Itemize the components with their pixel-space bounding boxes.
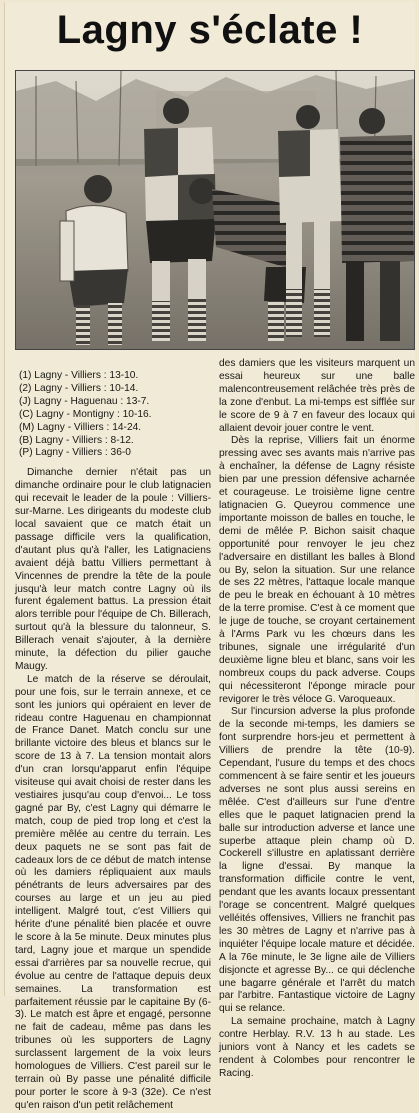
headline: Lagny s'éclate !: [56, 8, 364, 52]
rugby-scrum-photo: [15, 70, 415, 350]
score-line: (P) Lagny - Villiers : 36-0: [19, 447, 131, 459]
article-paragraph: Dimanche dernier n'était pas un dimanche ordinaire pour le club latignacien qui recevait le leader de la poule : Villiers-sur-Marne. Les dirigeants du modeste club local savaient que ce match était un passage difficile vers la qualification, d'autant plus qu'à l'aller, les Latignaciens avaient déjà battu Villiers permettant à Vincennes de prendre la tête de la poule jusqu'à leur match contre Lagny où ils furent également battus. La pression était alors terrible pour l'équipe de Ch. Billerach, surtout qu'à la blessure du talonneur, S. Billerach venait s'ajouter, à la dernière minute, la défection du pilier gauche Maugy.: [15, 467, 211, 672]
score-line: (J) Lagny - Haguenau : 13-7.: [19, 395, 150, 407]
article-paragraph: Dès la reprise, Villiers fait un énorme pressing avec ses avants mais n'arrive pas à enchaîner, la défense de Lagny résiste bien par une pression défensive acharnée et courageuse. Le troisième ligne centre latignacien G. Queyrou commence une importante moisson de balles en touche, le demi de mêlée P. Bichon saisit chaque opportunité pour renvoyer le jeu chez l'adversaire en distillant les balles à Blond ou By, selon la situation. Sur une relance de ses 22 mètres, l'attaque locale manque de peu le break en échouant à 10 mètres de la terre promise. C'est à ce moment que le juge de touche, se croyant certainement à l'Arms Park vu les chœurs dans les tribunes, signale une irrégularité d'un deuxième ligne bleu et blanc, sans voir les nombreux coups du pack adverse. Coups qui nécessiteront l'éponge miracle pour revigorer le très véloce G. Varoqueaux.: [219, 435, 415, 705]
article-paragraph: des damiers que les visiteurs marquent un essai heureux sur une balle malencontreusement relâchée très près de la zone d'enbut. La mi-temps est sifflée sur le score de 9 à 7 en faveur des locaux qui allaient devoir jouer contre le vent.: [219, 358, 415, 434]
newspaper-page: [4, 2, 415, 1111]
article-column-right: [219, 358, 415, 1081]
score-line: (C) Lagny - Montigny : 10-16.: [19, 408, 152, 420]
article-paragraph: Sur l'incursion adverse la plus profonde de la seconde mi-temps, les damiers se font surprendre hors-jeu et permettent à Villiers de prendre la tête (10-9). Cependant, l'usure du temps et des chocs commencent à se faire sentir et les joueurs adverses ne sont plus aussi sereins en mêlée. C'est d'ailleurs sur l'une d'entre elles que le paquet latignacien prend la balle sur introduction adverse et lance une superbe attaque plein champ où D. Cockerell s'illustre en aplatissant derrière la ligne d'essai. By manque la transformation difficile contre le vent, pendant que les avants locaux pressentant l'orage se concentrent. Malgré quelques velléités offensives, Villiers ne franchit pas les 30 mètres de Lagny et n'arrive pas à inquiéter l'équipe locale mature et décidée. A la 76e minute, le 3e ligne aile de Villiers disjoncte et agresse By... ce qui déclenche une bagarre générale et l'arrêt du match par l'arbitre. Fantastique victoire de Lagny qui se relance.: [219, 706, 415, 1015]
score-line: (M) Lagny - Villiers : 14-24.: [19, 421, 142, 433]
score-list: [19, 370, 211, 460]
article-paragraph: Le match de la réserve se déroulait, pour une fois, sur le terrain annexe, et ce sont les juniors qui opéraient en lever de rideau contre Haguenau en championnat de France Danet. Match conclu sur une brillante victoire des bleus et blancs sur le score de 13 à 7. La tension montait alors d'un cran lorsqu'apparut enfin l'équipe visiteuse qui avait choisi de rester dans les vestiaires jusqu'au coup d'envoi... Le toss gagné par By, c'est Lagny qui démarre le match, coup de pied trop long et c'est la première mêlée au centre du terrain. Les deux paquets ne se sont pas fait de cadeaux lors de ce début de match intense où les damiers répliquaient aux mauls pénétrants de leurs adversaires par des courses au large et un jeu au pied intelligent. Malgré tout, c'est Villiers qui hérite d'une pénalité bien placée et ouvre le score à la 5e minute. Deux minutes plus tard, Lagny joue et marque un spendide essai d'arrières par sa nouvelle recrue, qui évolue au centre de l'attaque depuis deux semaines. La transformation est parfaitement réussie par le capitaine By (6-3). Le match est âpre et engagé, personne ne fait de cadeau, même pas dans les tribunes où les supporters de Lagny surclassent largement de la voix leurs homologues de Villiers. C'est pareil sur le terrain où By passe une pénalité difficile pour porter le score à 9-3 (32e). Ce n'est qu'en raison d'un petit relâchement: [15, 673, 211, 1111]
article-column-left: [15, 358, 211, 1113]
score-line: (B) Lagny - Villiers : 8-12.: [19, 434, 134, 446]
score-line: (2) Lagny - Villiers : 10-14.: [19, 382, 139, 394]
score-line: (1) Lagny - Villiers : 13-10.: [19, 370, 139, 381]
article-paragraph: La semaine prochaine, match à Lagny contre Herblay. R.V. 13 h au stade. Les juniors vont à Nancy et les cadets se rendent à Colombes pour rencontrer le Racing.: [219, 1016, 415, 1079]
